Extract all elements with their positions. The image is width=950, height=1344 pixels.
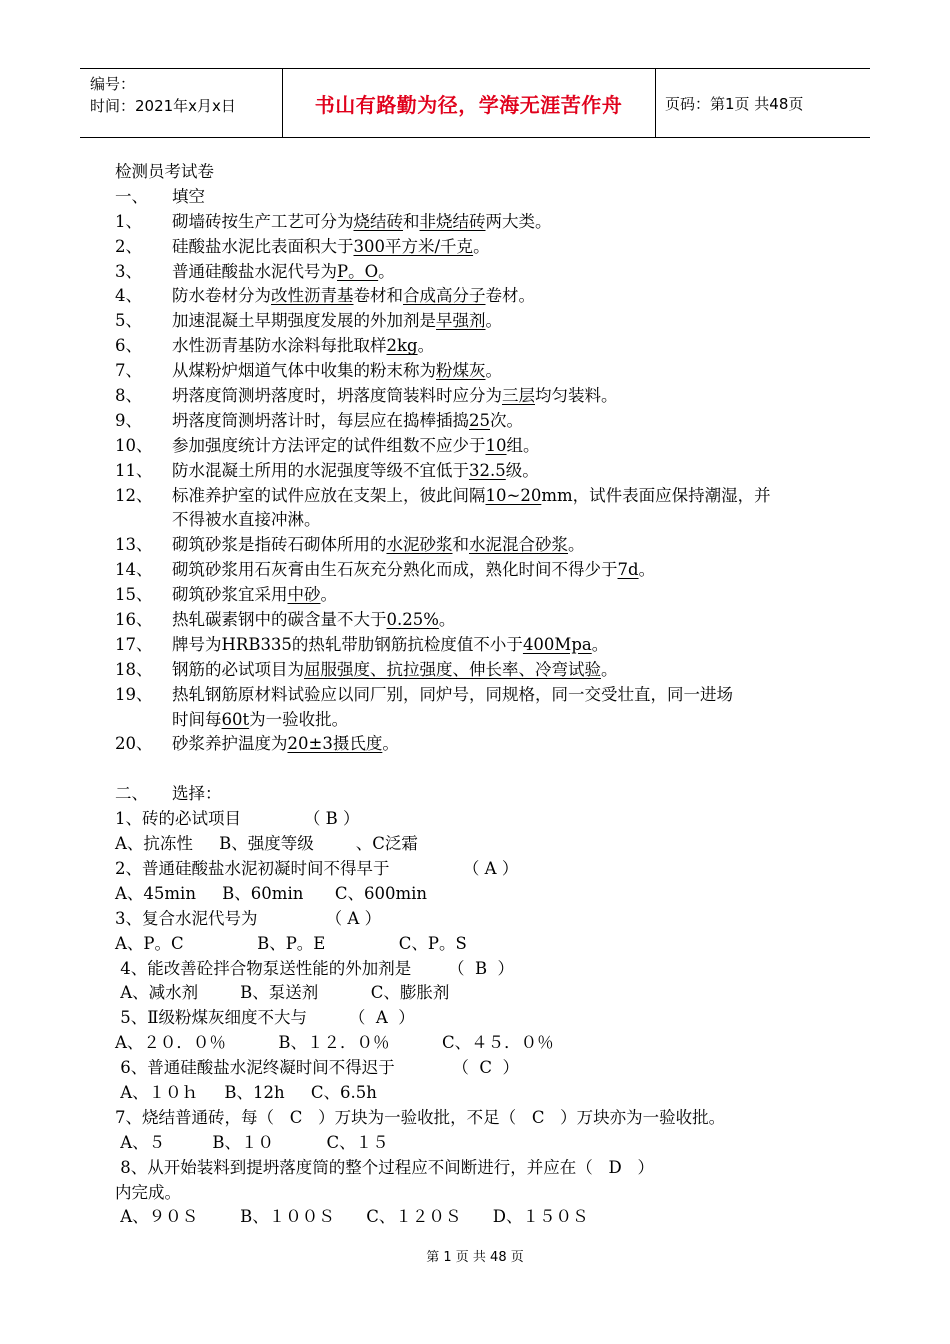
header-page-info: 页码：第1页 共48页 [665,94,804,113]
question-item: 18、 钢筋的必试项目为屈服强度、抗拉强度、伸长率、冷弯试验。 [115,659,618,679]
question-item: 14、 砌筑砂浆用石灰膏由生石灰充分熟化而成，熟化时间不得少于7d。 [115,560,656,580]
choice-line: 2、普通硅酸盐水泥初凝时间不得早于 （ A ） [115,858,519,878]
question-item: 19、 热轧钢筋原材料试验应以同厂别，同炉号，同规格，同一交受壮直，同一进场 [115,684,733,704]
header-motto: 书山有路勤为径，学海无涯苦作舟 [314,92,623,117]
choice-line: 3、复合水泥代号为 （ A ） [115,908,382,928]
question-item: 6、 水性沥青基防水涂料每批取样2kg。 [115,336,435,356]
question-item: 8、 坍落度筒测坍落度时，坍落度筒装料时应分为三层均匀装料。 [115,386,618,406]
choice-line: 7、烧结普通砖，每（ C ）万块为一验收批，不足（ C ）万块亦为一验收批。 [115,1107,726,1127]
question-item: 20、 砂浆养护温度为20±3摄氏度。 [115,734,399,754]
section-heading: 一、 填空 [115,186,205,206]
question-item: 12、 标准养护室的试件应放在支架上，彼此间隔10~20mm，试件表面应保持潮湿，并 [115,485,771,505]
time-label: 时间：2021年x月x日 [90,97,236,115]
choice-line: 8、从开始装料到提坍落度筒的整个过程应不间断进行，并应在（ D ） [115,1157,654,1177]
question-item: 17、 牌号为HRB335的热轧带肋钢筋抗检度值不小于400Mpa。 [115,634,609,654]
page-header [80,68,870,138]
choice-line: A、P。C B、P。E C、P。S [115,933,467,953]
question-item: 3、 普通硅酸盐水泥代号为P。O。 [115,261,395,281]
choice-line: 5、Ⅱ级粉煤灰细度不大与 （ A ） [115,1008,415,1028]
blank-line [115,757,850,782]
question-item: 9、 坍落度筒测坍落计时，每层应在捣棒插捣25次。 [115,410,523,430]
document-body [115,160,850,1230]
question-continuation: 不得被水直接冲淋。 [172,510,321,530]
section-heading: 二、 选择： [115,784,222,804]
number-label: 编号： [90,75,136,93]
question-item: 10、 参加强度统计方法评定的试件组数不应少于10组。 [115,435,540,455]
document-title: 检测员考试卷 [115,162,214,181]
question-item: 4、 防水卷材分为改性沥青基卷材和合成高分子卷材。 [115,286,535,306]
choice-line: A、抗冻性 B、强度等级 、C泛霜 [115,834,418,854]
choice-line: A、９０Ｓ B、１００Ｓ C、１２０Ｓ D、１５０Ｓ [115,1207,589,1227]
question-item: 13、 砌筑砂浆是指砖石砌体所用的水泥砂浆和水泥混合砂浆。 [115,535,585,555]
question-item: 11、 防水混凝土所用的水泥强度等级不宜低于32.5级。 [115,460,539,480]
choice-line: A、５ B、１０ C、１５ [115,1132,389,1152]
choice-line: A、减水剂 B、泵送剂 C、膨胀剂 [115,983,450,1003]
choice-line: 1、砖的必试项目 （ B ） [115,809,360,829]
choice-line: 6、普通硅酸盐水泥终凝时间不得迟于 （ C ） [115,1058,520,1078]
question-item: 2、 硅酸盐水泥比表面积大于300平方米/千克。 [115,236,490,256]
question-item: 5、 加速混凝土早期强度发展的外加剂是早强剂。 [115,311,502,331]
page-footer: 第 1 页 共 48 页 [426,1250,524,1265]
question-continuation: 时间每60t为一验收批。 [172,709,349,729]
choice-line: A、２０．０％ B、１２．０％ C、４５．０％ [115,1033,554,1053]
header-divider [655,69,656,137]
question-item: 15、 砌筑砂浆宜采用中砂。 [115,585,337,605]
choice-line: A、45min B、60min C、600min [115,883,427,903]
question-item: 16、 热轧碳素钢中的碳含量不大于0.25%。 [115,610,456,630]
choice-line: 内完成。 [115,1182,181,1202]
choice-line: 4、能改善砼拌合物泵送性能的外加剂是 （ B ） [115,958,515,978]
question-item: 7、 从煤粉炉烟道气体中收集的粉末称为粉煤灰。 [115,361,502,381]
header-left-cell [90,73,236,117]
question-item: 1、 砌墙砖按生产工艺可分为烧结砖和非烧结砖两大类。 [115,211,552,231]
choice-line: A、１０ｈ B、12h C、6.5h [115,1082,377,1102]
